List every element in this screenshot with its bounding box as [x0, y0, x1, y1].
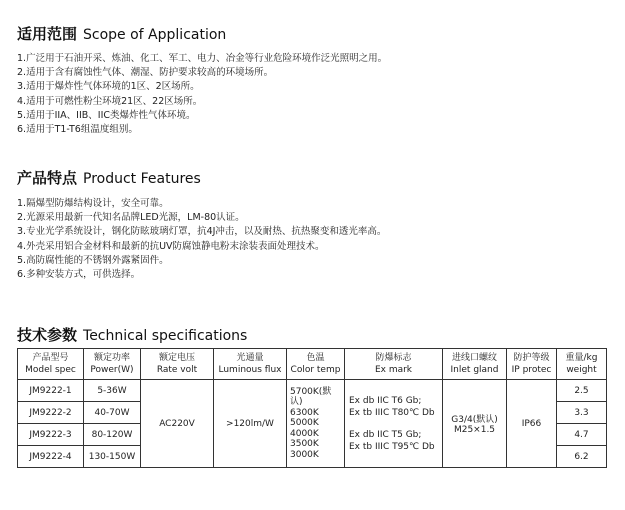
inlet-gland-value: G3/4(默认) — [451, 415, 498, 425]
scope-title-cn: 适用范围 — [17, 25, 78, 43]
header-cn: 产品型号 — [32, 353, 69, 363]
specs-title-cn: 技术参数 — [17, 326, 78, 344]
color-temp-value: 3500K — [290, 439, 319, 450]
list-item: 2.光源采用最新一代知名品牌LED光源，LM-80认证。 — [17, 212, 245, 224]
cell-luminous-flux: >120lm/W — [214, 380, 287, 468]
ex-mark-line: Ex tb IIIC T95℃ Db — [349, 441, 435, 452]
spec-table — [17, 348, 607, 468]
table-row — [18, 380, 607, 402]
features-title-cn: 产品特点 — [17, 169, 78, 187]
cell-ex-mark — [345, 380, 443, 468]
list-item: 4.外壳采用铝合金材料和最新的抗UV防腐蚀静电粉末涂装表面处理技术。 — [17, 240, 325, 252]
cell-weight: 3.3 — [557, 402, 607, 424]
list-item: 5.适用于IIA、IIB、IIC类爆炸性气体环境。 — [17, 109, 196, 121]
header-en: Luminous flux — [218, 365, 282, 375]
col-weight — [557, 349, 607, 380]
ex-mark-line: Ex db IIC T5 Gb; — [349, 429, 422, 440]
col-inlet-gland — [443, 349, 507, 380]
header-cn: 重量/kg — [565, 353, 598, 363]
features-title-en: Product Features — [83, 171, 201, 187]
scope-title-en: Scope of Application — [83, 27, 227, 43]
header-cn: 额定功率 — [93, 353, 130, 363]
cell-rate-volt: AC220V — [141, 380, 214, 468]
specs-heading — [17, 324, 247, 345]
cell-model: JM9222-3 — [18, 424, 84, 446]
cell-color-temp — [287, 380, 345, 468]
list-item: 6.适用于T1-T6组温度组别。 — [17, 124, 138, 136]
cell-power: 40-70W — [84, 402, 141, 424]
list-item: 2.适用于含有腐蚀性气体、潮湿、防护要求较高的环境场所。 — [17, 67, 274, 79]
table-header-row — [18, 349, 607, 380]
list-item: 6.多种安装方式，可供选择。 — [17, 269, 141, 281]
header-cn: 防护等级 — [513, 353, 550, 363]
color-temp-value: 6300K — [290, 407, 319, 418]
col-luminous-flux — [214, 349, 287, 380]
scope-heading — [17, 23, 226, 44]
col-model — [18, 349, 84, 380]
ex-mark-line: Ex db IIC T6 Gb; — [349, 395, 422, 406]
header-en: Ex mark — [374, 365, 413, 375]
list-item: 1.广泛用于石油开采、炼油、化工、军工、电力、冶金等行业危险环境作泛光照明之用。 — [17, 53, 388, 64]
header-en: Model spec — [25, 365, 76, 375]
list-item: 3.适用于爆炸性气体环境的1区、2区场所。 — [17, 81, 200, 93]
cell-model: JM9222-4 — [18, 446, 84, 468]
cell-inlet-gland — [443, 380, 507, 468]
scope-list — [17, 52, 387, 137]
header-en: Color temp — [290, 365, 341, 375]
features-list — [17, 197, 386, 282]
header-cn: 色温 — [306, 353, 325, 363]
color-temp-value: 3000K — [290, 449, 319, 460]
list-item: 1.隔爆型防爆结构设计，安全可靠。 — [17, 198, 169, 209]
header-en: Power(W) — [90, 365, 134, 375]
header-en: IP protec — [511, 365, 552, 375]
cell-power: 80-120W — [84, 424, 141, 446]
cell-weight: 6.2 — [557, 446, 607, 468]
cell-ip-protec: IP66 — [507, 380, 557, 468]
color-temp-value: 4000K — [290, 428, 319, 439]
header-cn: 额定电压 — [158, 353, 195, 363]
header-cn: 防爆标志 — [375, 353, 412, 363]
cell-weight: 4.7 — [557, 424, 607, 446]
col-ip-protec — [507, 349, 557, 380]
header-cn: 光通量 — [236, 353, 264, 363]
col-power — [84, 349, 141, 380]
header-cn: 进线口螺纹 — [451, 353, 497, 363]
list-item: 3.专业光学系统设计，钢化防眩玻璃灯罩，抗4J冲击，以及耐热、抗热聚变和透光率高。 — [17, 226, 387, 238]
cell-model: JM9222-2 — [18, 402, 84, 424]
cell-weight: 2.5 — [557, 380, 607, 402]
header-en: weight — [566, 365, 597, 375]
cell-power: 5-36W — [84, 380, 141, 402]
header-en: Rate volt — [156, 365, 198, 375]
col-color-temp — [287, 349, 345, 380]
list-item: 4.适用于可燃性粉尘环境21区、22区场所。 — [17, 95, 203, 107]
header-en: Inlet gland — [450, 365, 499, 375]
cell-power: 130-150W — [84, 446, 141, 468]
inlet-gland-value: M25×1.5 — [453, 425, 496, 435]
color-temp-value: 5700K(默认) — [290, 386, 332, 408]
specs-title-en: Technical specifications — [83, 328, 248, 344]
cell-model: JM9222-1 — [18, 380, 84, 402]
col-ex-mark — [345, 349, 443, 380]
ex-mark-line: Ex tb IIIC T80℃ Db — [349, 407, 435, 418]
features-heading — [17, 167, 201, 188]
list-item: 5.高防腐性能的不锈钢外露紧固件。 — [17, 254, 169, 266]
col-rate-volt — [141, 349, 214, 380]
color-temp-value: 5000K — [290, 418, 319, 429]
